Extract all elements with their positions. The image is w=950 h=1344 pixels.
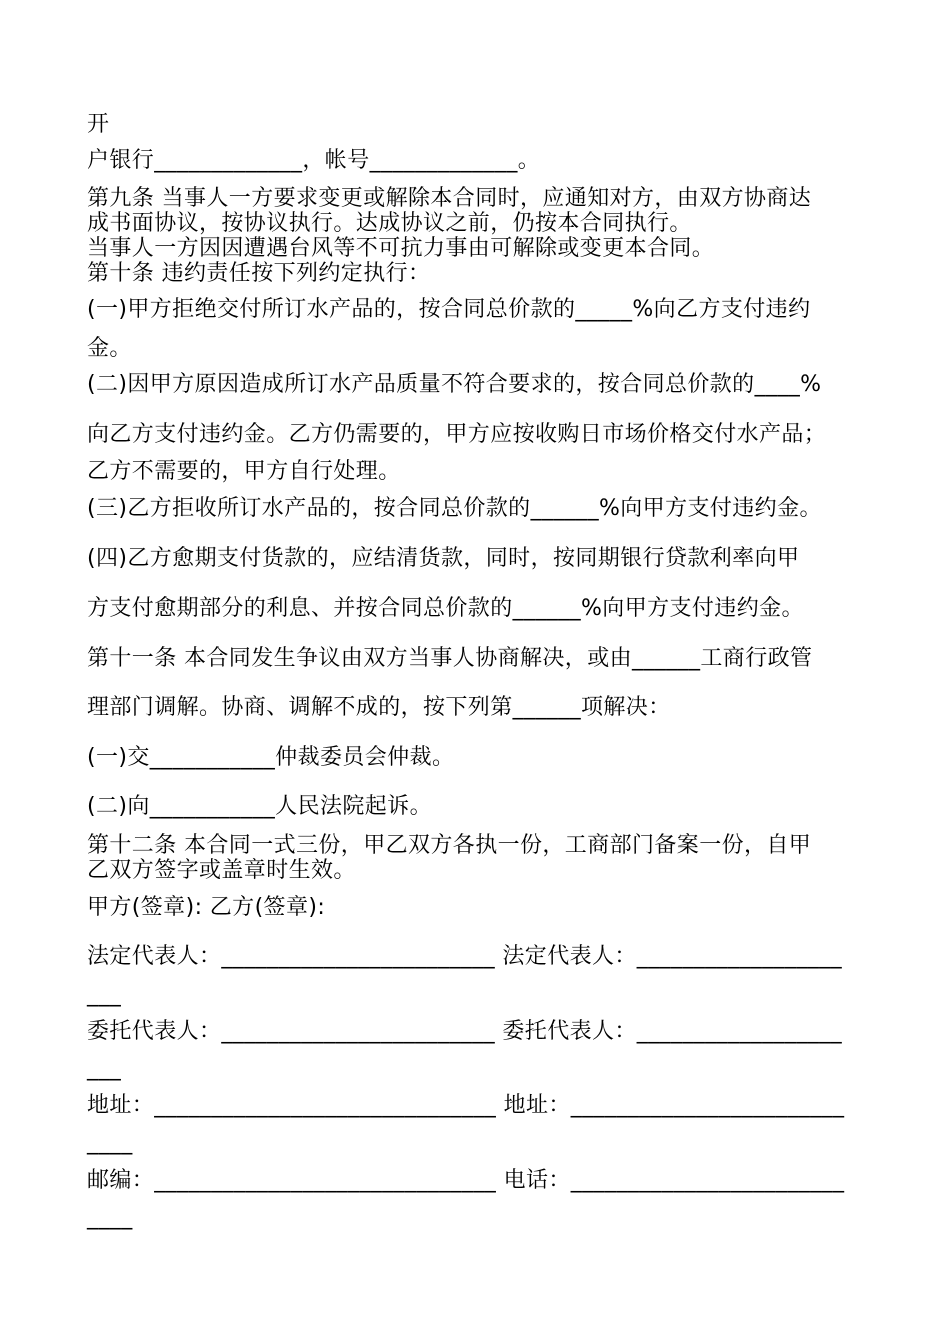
text-line: 甲方(签章): 乙方(签章): [87,895,326,920]
signature-line: 邮编：______________________________ 电话：________________________ [87,1168,845,1193]
text-line: 第九条 当事人一方要求变更或解除本合同时，应通知对方，由双方协商达 [87,186,812,211]
text-line: (二)因甲方原因造成所订水产品质量不符合要求的，按合同总价款的____% [87,372,822,397]
text-line: 金。 [87,336,132,361]
text-line: 乙双方签字或盖章时生效。 [87,858,356,883]
text-line: 第十二条 本合同一式三份，甲乙双方各执一份，工商部门备案一份，自甲 [87,833,812,858]
text-line: 乙方不需要的，甲方自行处理。 [87,459,401,484]
text-line: 成书面协议，按协议执行。达成协议之前，仍按本合同执行。 [87,211,692,236]
signature-line: ____ [87,1205,133,1230]
text-line: (四)乙方愈期支付货款的，应结清货款，同时，按同期银行贷款利率向甲 [87,546,800,571]
signature-line: ___ [87,982,122,1007]
text-line: 当事人一方因因遭遇台风等不可抗力事由可解除或变更本合同。 [87,236,715,261]
text-line: (一)甲方拒绝交付所订水产品的，按合同总价款的_____%向乙方支付违约 [87,297,811,322]
text-line: (一)交___________仲裁委员会仲裁。 [87,745,455,770]
text-line: (二)向___________人民法院起诉。 [87,794,432,819]
text-line: 向乙方支付违约金。乙方仍需要的，甲方应按收购日市场价格交付水产品； [87,422,827,447]
signature-line: ____ [87,1130,133,1155]
signature-line: 法定代表人：________________________ 法定代表人：__________________ [87,944,842,969]
text-line: 第十条 违约责任按下列约定执行： [87,261,431,286]
text-line: 理部门调解。协商、调解不成的，按下列第______项解决： [87,695,671,720]
text-line: 开 [87,112,110,137]
signature-line: ___ [87,1056,122,1081]
text-line: (三)乙方拒收所订水产品的，按合同总价款的______%向甲方支付违约金。 [87,496,822,521]
signature-line: 委托代表人：________________________ 委托代表人：__________________ [87,1019,842,1044]
text-line: 户银行_____________，帐号_____________。 [87,148,541,173]
signature-line: 地址：______________________________ 地址：________________________ [87,1093,845,1118]
text-line: 第十一条 本合同发生争议由双方当事人协商解决，或由______工商行政管 [87,646,813,671]
text-line: 方支付愈期部分的利息、并按合同总价款的______%向甲方支付违约金。 [87,596,804,621]
